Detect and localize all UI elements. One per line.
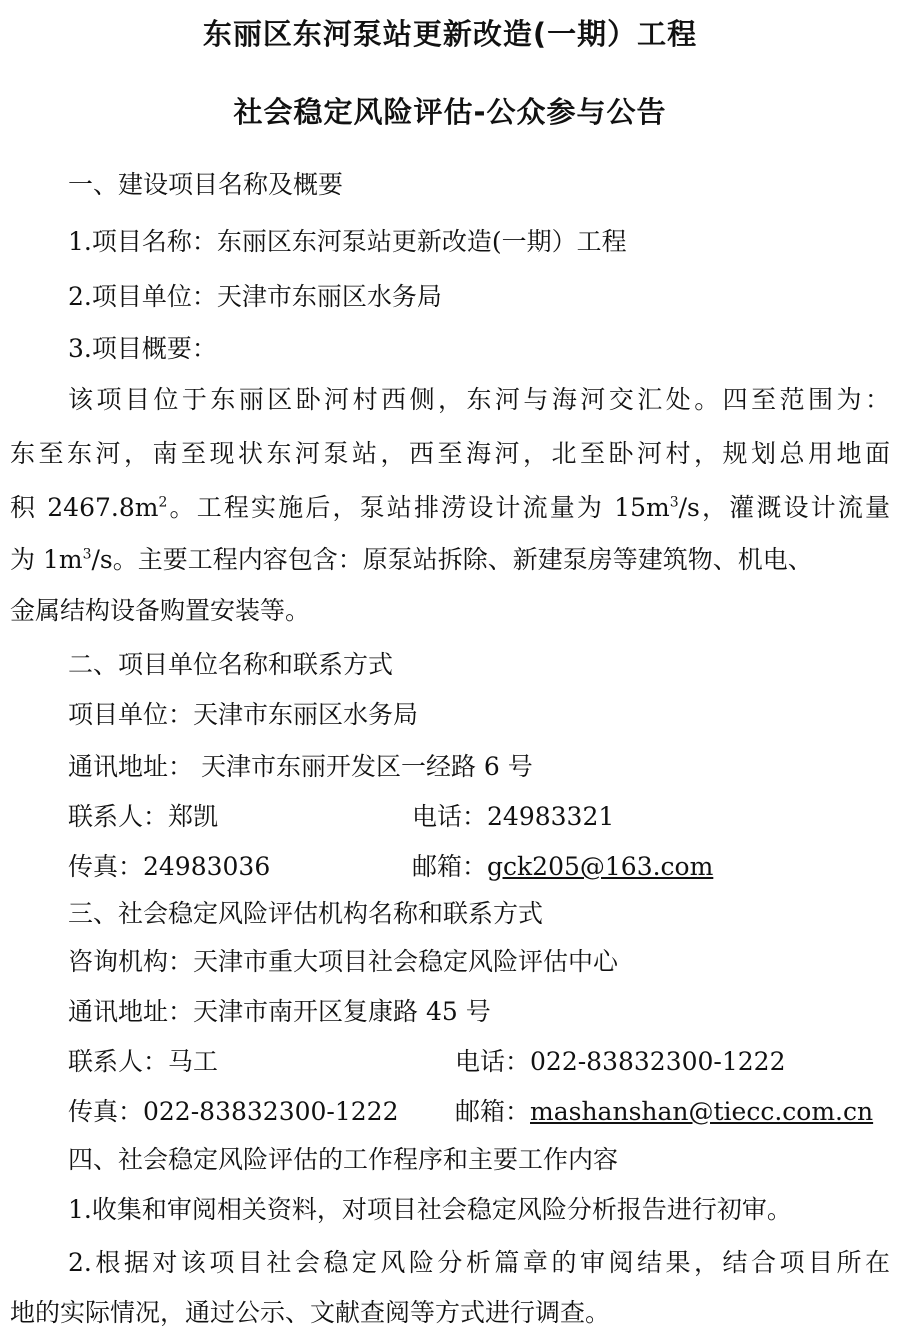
project-unit-line: 2.项目单位：天津市东丽区水务局 — [68, 282, 442, 311]
section2-phone: 电话：24983321 — [412, 802, 615, 831]
section3-heading: 三、社会稳定风险评估机构名称和联系方式 — [68, 899, 544, 928]
section3-org: 咨询机构：天津市重大项目社会稳定风险评估中心 — [68, 947, 619, 976]
section2-fax: 传真：24983036 — [68, 852, 271, 881]
project-overview-label: 3.项目概要： — [68, 334, 217, 363]
section3-email-row: 邮箱：mashanshan@tiecc.com.cn — [455, 1097, 874, 1126]
section2-contact: 联系人：郑凯 — [68, 802, 219, 831]
overview-para-line-4: 为 $1m^3/s$。主要工程内容包含：原泵站拆除、新建泵房等建筑物、机电、 — [10, 545, 813, 574]
section3-fax: 传真：022-83832300-1222 — [68, 1097, 399, 1126]
overview-para-line-2: 东至东河，南至现状东河泵站，西至海河，北至卧河村，规划总用地面 — [10, 439, 890, 468]
section3-contact: 联系人：马工 — [68, 1047, 219, 1076]
section2-unit: 项目单位：天津市东丽区水务局 — [68, 700, 419, 729]
section4-heading: 四、社会稳定风险评估的工作程序和主要工作内容 — [68, 1145, 619, 1174]
section2-address: 通讯地址： 天津市东丽开发区一经路 6 号 — [68, 752, 533, 781]
section3-address: 通讯地址：天津市南开区复康路 45 号 — [68, 997, 491, 1026]
overview-para-line-5: 金属结构设备购置安装等。 — [10, 596, 311, 625]
section4-item1: 1.收集和审阅相关资料，对项目社会稳定风险分析报告进行初审。 — [68, 1195, 792, 1224]
section4-item2-line-2: 地的实际情况，通过公示、文献查阅等方式进行调查。 — [10, 1298, 611, 1327]
title-line-1: 东丽区东河泵站更新改造(一期）工程 — [202, 17, 698, 51]
project-name-line: 1.项目名称：东丽区东河泵站更新改造(一期）工程 — [68, 227, 627, 256]
section3-email-link[interactable]: mashanshan@tiecc.com.cn — [530, 1097, 874, 1126]
section4-item2-line-1: 2.根据对该项目社会稳定风险分析篇章的审阅结果，结合项目所在 — [68, 1248, 890, 1277]
section1-heading: 一、建设项目名称及概要 — [68, 170, 344, 199]
overview-para-line-1: 该项目位于东丽区卧河村西侧，东河与海河交汇处。四至范围为： — [68, 385, 890, 414]
section2-email-row: 邮箱：gck205@163.com — [412, 852, 714, 881]
title-line-2: 社会稳定风险评估-公众参与公告 — [233, 95, 667, 129]
overview-para-line-3: 积 $2467.8m^2$。工程实施后，泵站排涝设计流量为 $15m^3/s$，灌溉设计流量 — [10, 493, 890, 522]
section2-email-link[interactable]: gck205@163.com — [487, 852, 714, 881]
section2-heading: 二、项目单位名称和联系方式 — [68, 650, 394, 679]
section3-phone: 电话：022-83832300-1222 — [455, 1047, 786, 1076]
